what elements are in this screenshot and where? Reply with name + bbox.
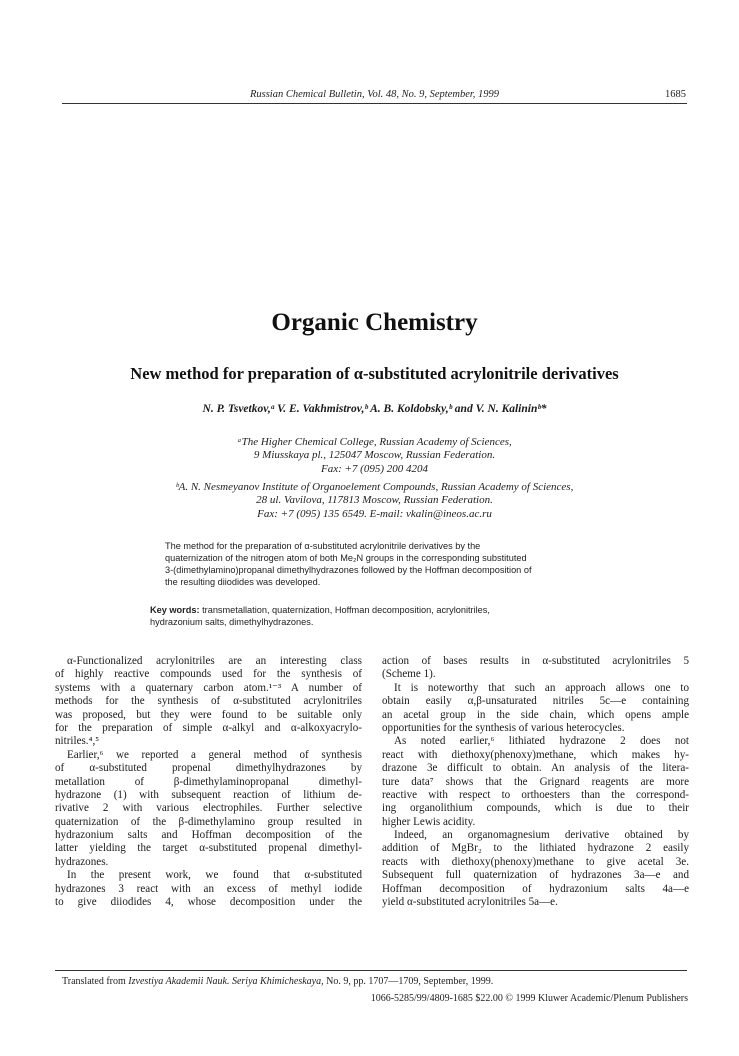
text-line: was proposed, but they were found to be suitable only: [55, 708, 362, 721]
text-line: nitriles.⁴,⁵: [55, 735, 100, 748]
affiliation-a: [62, 436, 687, 476]
text-line: obtain easily α,β-unsaturated nitriles 5c—e containing: [382, 695, 689, 708]
text-line: reacts with diethoxy(phenoxy)methane to give acetal 3e.: [382, 855, 689, 868]
translation-note: [62, 976, 682, 987]
abstract: [165, 540, 597, 588]
text-line: ing organolithium compounds, which is due to their: [382, 802, 689, 815]
text-line: hydrazone (1) with subsequent reaction of lithium de-: [55, 788, 362, 801]
text-line: to give diiodides 4, whose decomposition under the: [55, 896, 362, 909]
text-line: hydrazonium salts and Hoffman decomposition of the: [55, 829, 362, 842]
translation-prefix: Translated from: [62, 976, 126, 987]
text-line: Earlier,⁶ we reported a general method of synthesis: [67, 748, 362, 761]
affiliation-line: ᵃThe Higher Chemical College, Russian Academy of Sciences,: [237, 436, 512, 448]
text-line: yield α-substituted acrylonitriles 5a—e.: [382, 896, 558, 909]
affiliation-b: [62, 481, 687, 521]
affiliation-line: 9 Miusskaya pl., 125047 Moscow, Russian Federation.: [253, 449, 496, 462]
copyright-line: 1066-5285/99/4809-1685 $22.00 © 1999 Kluwer Academic/Plenum Publishers: [370, 993, 688, 1004]
translation-source: Izvestiya Akademii Nauk. Seriya Khimicheskaya,: [128, 976, 324, 987]
text-line: react with diethoxy(phenoxy)methane, which makes hy-: [382, 748, 689, 761]
text-line: rivative 2 with various electrophiles. Further selective: [55, 802, 362, 815]
text-line: methods for the synthesis of α-substituted acrylonitriles: [55, 695, 362, 708]
keywords: [150, 604, 610, 628]
text-line: an acetal group in the side chain, which opens ample: [382, 708, 689, 721]
footer-rule: [55, 970, 687, 971]
text-line: hydrazones 3 react with an excess of methyl iodide: [55, 882, 362, 895]
text-line: reactive with respect to orthoesters than the correspond-: [382, 788, 689, 801]
text-line: (Scheme 1).: [382, 668, 436, 681]
text-line: higher Lewis acidity.: [382, 815, 476, 828]
keywords-line-2: hydrazonium salts, dimethylhydrazones.: [150, 617, 314, 627]
text-line: opportunities for the synthesis of various heterocycles.: [382, 721, 625, 734]
text-line: Indeed, an organomagnesium derivative obtained by: [394, 829, 689, 842]
text-line: addition of MgBr₂ to the lithiated hydrazone 2 easily: [382, 842, 689, 855]
text-line: Subsequent full quaternization of hydrazones 3a—e and: [382, 869, 689, 882]
running-header: Russian Chemical Bulletin, Vol. 48, No. 9, September, 1999: [249, 89, 500, 100]
text-line: of highly reactive compounds used for the synthesis of: [55, 668, 362, 681]
text-line: Hoffman decomposition of hydrazonium salts 4a—e: [382, 882, 689, 895]
text-line: metallation of β-dimethylaminopropanal dimethyl-: [55, 775, 362, 788]
text-line: for the preparation of simple α-alkyl and α-alkoxyacrylo-: [55, 721, 362, 734]
affiliation-line: 28 ul. Vavilova, 117813 Moscow, Russian Federation.: [256, 494, 493, 507]
text-line: In the present work, we found that α-substituted: [67, 869, 362, 882]
text-line: of α-substituted propenal dimethylhydrazones by: [55, 762, 362, 775]
section-title: Organic Chemistry: [271, 309, 478, 336]
abstract-line: 3-(dimethylamino)propanal dimethylhydrazones followed by the Hoffman decomposition of: [165, 565, 532, 575]
affiliation-line: ᵇA. N. Nesmeyanov Institute of Organoelement Compounds, Russian Academy of Sciences,: [175, 481, 574, 493]
text-line: drazone 3e difficult to obtain. An analysis of the litera-: [382, 762, 689, 775]
text-line: quaternization of the β-dimethylamino group resulted in: [55, 815, 362, 828]
page-number: 1685: [665, 89, 686, 100]
text-line: ture data⁷ shows that the Grignard reagents are more: [382, 775, 689, 788]
keywords-text: transmetallation, quaternization, Hoffman decomposition, acrylonitriles,: [202, 605, 490, 615]
right-column: [382, 655, 689, 909]
article-title: New method for preparation of α-substituted acrylonitrile derivatives: [130, 364, 619, 383]
text-line: latter yielding the target α-substituted propenal dimethyl-: [55, 842, 362, 855]
text-line: As noted earlier,⁶ lithiated hydrazone 2 does not: [394, 735, 689, 748]
abstract-line: the resulting diiodides was developed.: [165, 577, 321, 587]
affiliation-line: Fax: +7 (095) 200 4204: [320, 462, 428, 475]
author-list: N. P. Tsvetkov,ᵃ V. E. Vakhmistrov,ᵇ A. B. Koldobsky,ᵇ and V. N. Kalininᵇ*: [202, 403, 547, 415]
abstract-line: The method for the preparation of α-substituted acrylonitrile derivatives by the: [165, 541, 481, 551]
abstract-line: quaternization of the nitrogen atom of both Me₂N groups in the corresponding substituted: [165, 553, 527, 563]
left-column: [55, 655, 362, 909]
text-line: hydrazones.: [55, 855, 109, 868]
text-line: α-Functionalized acrylonitriles are an interesting class: [67, 655, 362, 667]
translation-suffix: No. 9, pp. 1707—1709, September, 1999.: [326, 976, 494, 987]
text-line: action of bases results in α-substituted acrylonitriles 5: [382, 655, 689, 667]
text-line: systems with a quaternary carbon atom.¹⁻³ A number of: [55, 681, 362, 694]
keywords-label: Key words:: [150, 605, 200, 615]
header-rule: [62, 103, 687, 104]
affiliation-line: Fax: +7 (095) 135 6549. E-mail: vkalin@ineos.ac.ru: [257, 507, 492, 520]
text-line: It is noteworthy that such an approach allows one to: [394, 681, 689, 694]
keywords-line-1: [150, 604, 610, 616]
